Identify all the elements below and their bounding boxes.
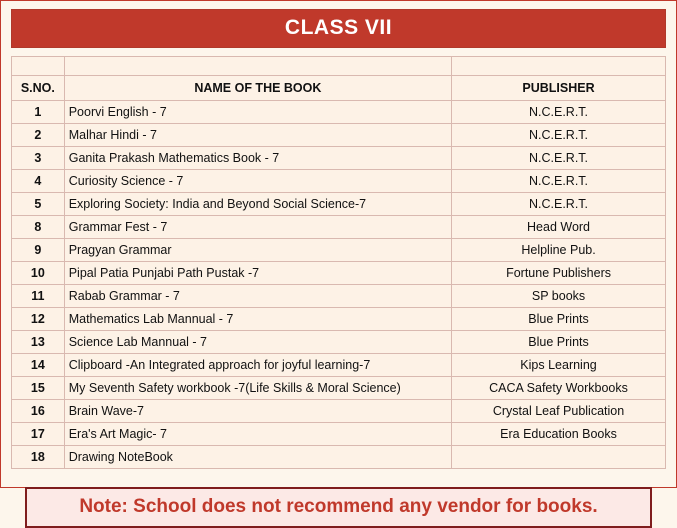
table-header-row [12,76,666,101]
cell-sno: 17 [12,423,65,446]
cell-sno: 1 [12,101,65,124]
cell-book-name: Pipal Patia Punjabi Path Pustak -7 [64,262,451,285]
table-row [12,400,666,423]
page-title: CLASS VII [11,9,666,48]
table-row [12,377,666,400]
cell-publisher: N.C.E.R.T. [452,193,666,216]
cell-book-name: Grammar Fest - 7 [64,216,451,239]
cell-book-name: My Seventh Safety workbook -7(Life Skills & Moral Science) [64,377,451,400]
table-row [12,147,666,170]
cell-sno: 8 [12,216,65,239]
table-row [12,170,666,193]
table-row [12,446,666,469]
spacer-cell-sno [12,57,65,76]
cell-publisher: Era Education Books [452,423,666,446]
vendor-note: Note: School does not recommend any vendor for books. [25,487,652,528]
cell-sno: 10 [12,262,65,285]
cell-publisher: N.C.E.R.T. [452,101,666,124]
table-row [12,101,666,124]
cell-publisher: Blue Prints [452,308,666,331]
cell-book-name: Pragyan Grammar [64,239,451,262]
table-row [12,423,666,446]
cell-publisher: Blue Prints [452,331,666,354]
cell-publisher: Head Word [452,216,666,239]
cell-sno: 18 [12,446,65,469]
cell-sno: 2 [12,124,65,147]
cell-sno: 11 [12,285,65,308]
table-row [12,193,666,216]
cell-book-name: Exploring Society: India and Beyond Social Science-7 [64,193,451,216]
cell-sno: 13 [12,331,65,354]
cell-publisher [452,446,666,469]
cell-book-name: Malhar Hindi - 7 [64,124,451,147]
table-body [12,101,666,469]
spacer-cell-publisher [452,57,666,76]
cell-book-name: Era's Art Magic- 7 [64,423,451,446]
table-row [12,285,666,308]
cell-publisher: SP books [452,285,666,308]
column-header-book-name: NAME OF THE BOOK [64,76,451,101]
cell-sno: 5 [12,193,65,216]
cell-book-name: Rabab Grammar - 7 [64,285,451,308]
cell-book-name: Curiosity Science - 7 [64,170,451,193]
book-list-table [11,56,666,469]
cell-publisher: Helpline Pub. [452,239,666,262]
cell-sno: 14 [12,354,65,377]
cell-publisher: N.C.E.R.T. [452,124,666,147]
cell-book-name: Mathematics Lab Mannual - 7 [64,308,451,331]
cell-publisher: Crystal Leaf Publication [452,400,666,423]
cell-sno: 3 [12,147,65,170]
cell-book-name: Clipboard -An Integrated approach for joyful learning-7 [64,354,451,377]
cell-sno: 4 [12,170,65,193]
cell-sno: 16 [12,400,65,423]
table-spacer-row [12,57,666,76]
table-row [12,331,666,354]
column-header-publisher: PUBLISHER [452,76,666,101]
cell-sno: 9 [12,239,65,262]
cell-publisher: Kips Learning [452,354,666,377]
table-row [12,308,666,331]
table-row [12,124,666,147]
column-header-sno: S.NO. [12,76,65,101]
cell-book-name: Science Lab Mannual - 7 [64,331,451,354]
table-row [12,239,666,262]
cell-book-name: Drawing NoteBook [64,446,451,469]
table-row [12,216,666,239]
cell-publisher: N.C.E.R.T. [452,170,666,193]
cell-book-name: Poorvi English - 7 [64,101,451,124]
cell-book-name: Brain Wave-7 [64,400,451,423]
cell-publisher: CACA Safety Workbooks [452,377,666,400]
table-row [12,262,666,285]
cell-publisher: N.C.E.R.T. [452,147,666,170]
cell-sno: 15 [12,377,65,400]
cell-book-name: Ganita Prakash Mathematics Book - 7 [64,147,451,170]
cell-sno: 12 [12,308,65,331]
spacer-cell-name [64,57,451,76]
table-row [12,354,666,377]
cell-publisher: Fortune Publishers [452,262,666,285]
